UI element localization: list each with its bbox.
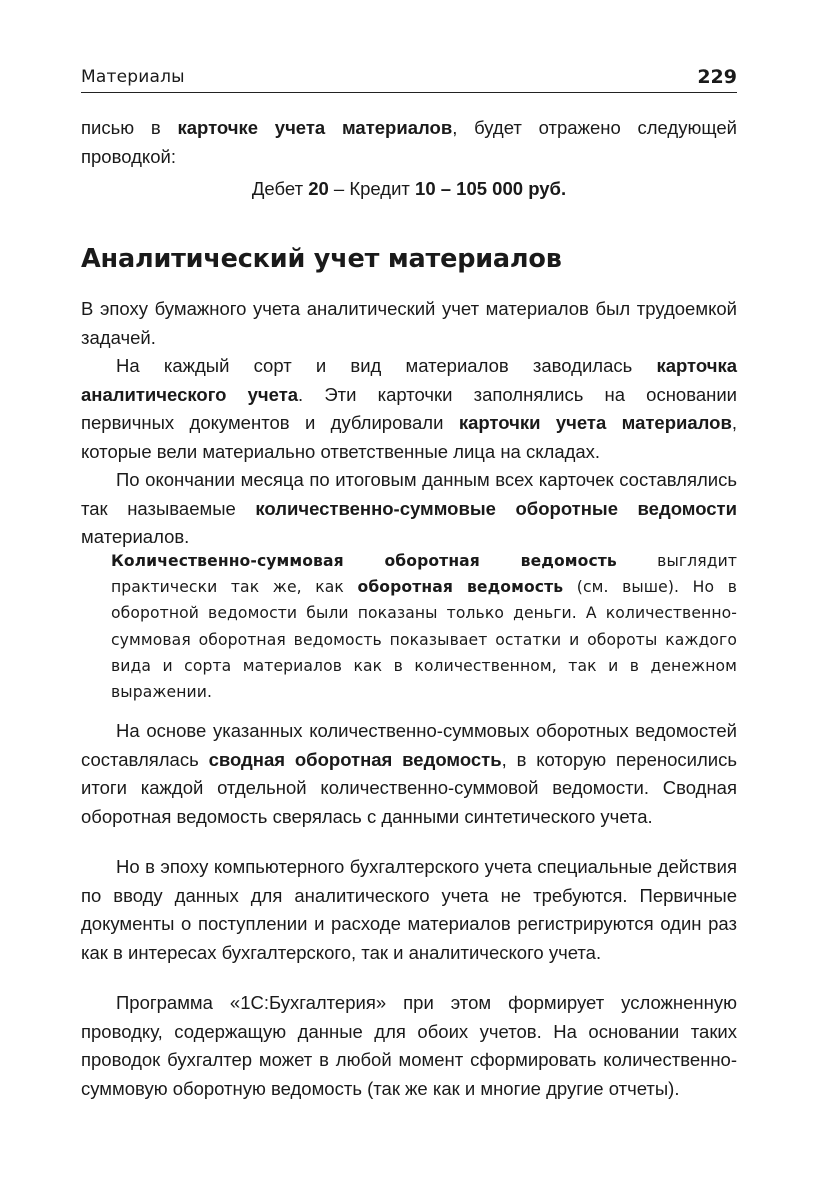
paragraph-program: Программа «1С:Бухгалтерия» при этом формирует усложненную проводку, содержащую данные для обоих учетов. На основании таких проводок бухгалтер может в любой момент сформировать количественно-суммовую оборотную ведомость (так же как и многие другие отчеты). [81,992,737,1099]
bold-term: карточке учета материалов [177,117,453,138]
debit-account: 20 [308,178,329,199]
text-run: , которые вели материально ответственные лица на складах. [81,412,737,462]
bold-term: карточка аналитического учета [81,355,737,405]
paragraph-statements [81,466,737,552]
bold-term: сводная оборотная ведомость [208,748,502,770]
definition-note [111,548,737,705]
paragraph-summary [81,717,737,831]
section-heading: Аналитический учет материалов [81,244,562,274]
bold-term: оборотная ведомость [357,578,564,597]
text-run: По окончании месяца по итоговым данным всех карточек составлялись так называемые [81,469,737,519]
text-run: На основе указанных количественно-суммовых оборотных ведомостей составлялась [81,720,737,770]
page-number: 229 [697,66,737,88]
accounting-entry [81,178,737,200]
bold-term: количественно-суммовые оборотные ведомости [255,497,737,519]
text-run: . Эти карточки заполнялись на основании первичных документов и дублировали [81,383,738,434]
text-run: писью в [81,117,178,138]
text-run: На каждый сорт и вид материалов заводилась [116,355,657,376]
bold-term: карточки учета материалов [458,412,732,434]
text-run: – Кредит [328,178,416,199]
paragraph-cards [81,352,737,466]
text-run: , в которую переносились итоги каждой отдельной количественно-суммовой ведомости. Сводная оборотная ведомость сверялась с данными синтетического учета. [81,748,737,827]
text-run: (см. выше). Но в оборотной ведомости были показаны только деньги. А количественно-суммовая оборотная ведомость показывает остатки и обороты каждого вида и сорта материалов как в количественном, так и в денежном выражении. [111,578,737,702]
paragraph-continuation [81,114,737,171]
paragraph-computer-era: Но в эпоху компьютерного бухгалтерского учета специальные действия по вводу данных для аналитического учета не требуются. Первичные документы о поступлении и расходе материалов регистрируются один раз как в интересах бухгалтерского, так и аналитического учета. [81,856,737,963]
credit-amount: 10 – 105 000 руб. [415,178,567,199]
running-header [81,64,737,93]
paragraph-intro: В эпоху бумажного учета аналитический учет материалов был трудоемкой задачей. [81,298,737,348]
text-run: выглядит практически так же, как [111,552,737,597]
book-page [81,0,737,1200]
text-run: , будет отражено следующей проводкой: [81,117,737,167]
bold-term: Количественно-суммовая оборотная ведомость [111,552,617,570]
section-title: Материалы [81,67,185,87]
text-run: материалов. [81,526,190,548]
text-run: Дебет [251,178,309,199]
